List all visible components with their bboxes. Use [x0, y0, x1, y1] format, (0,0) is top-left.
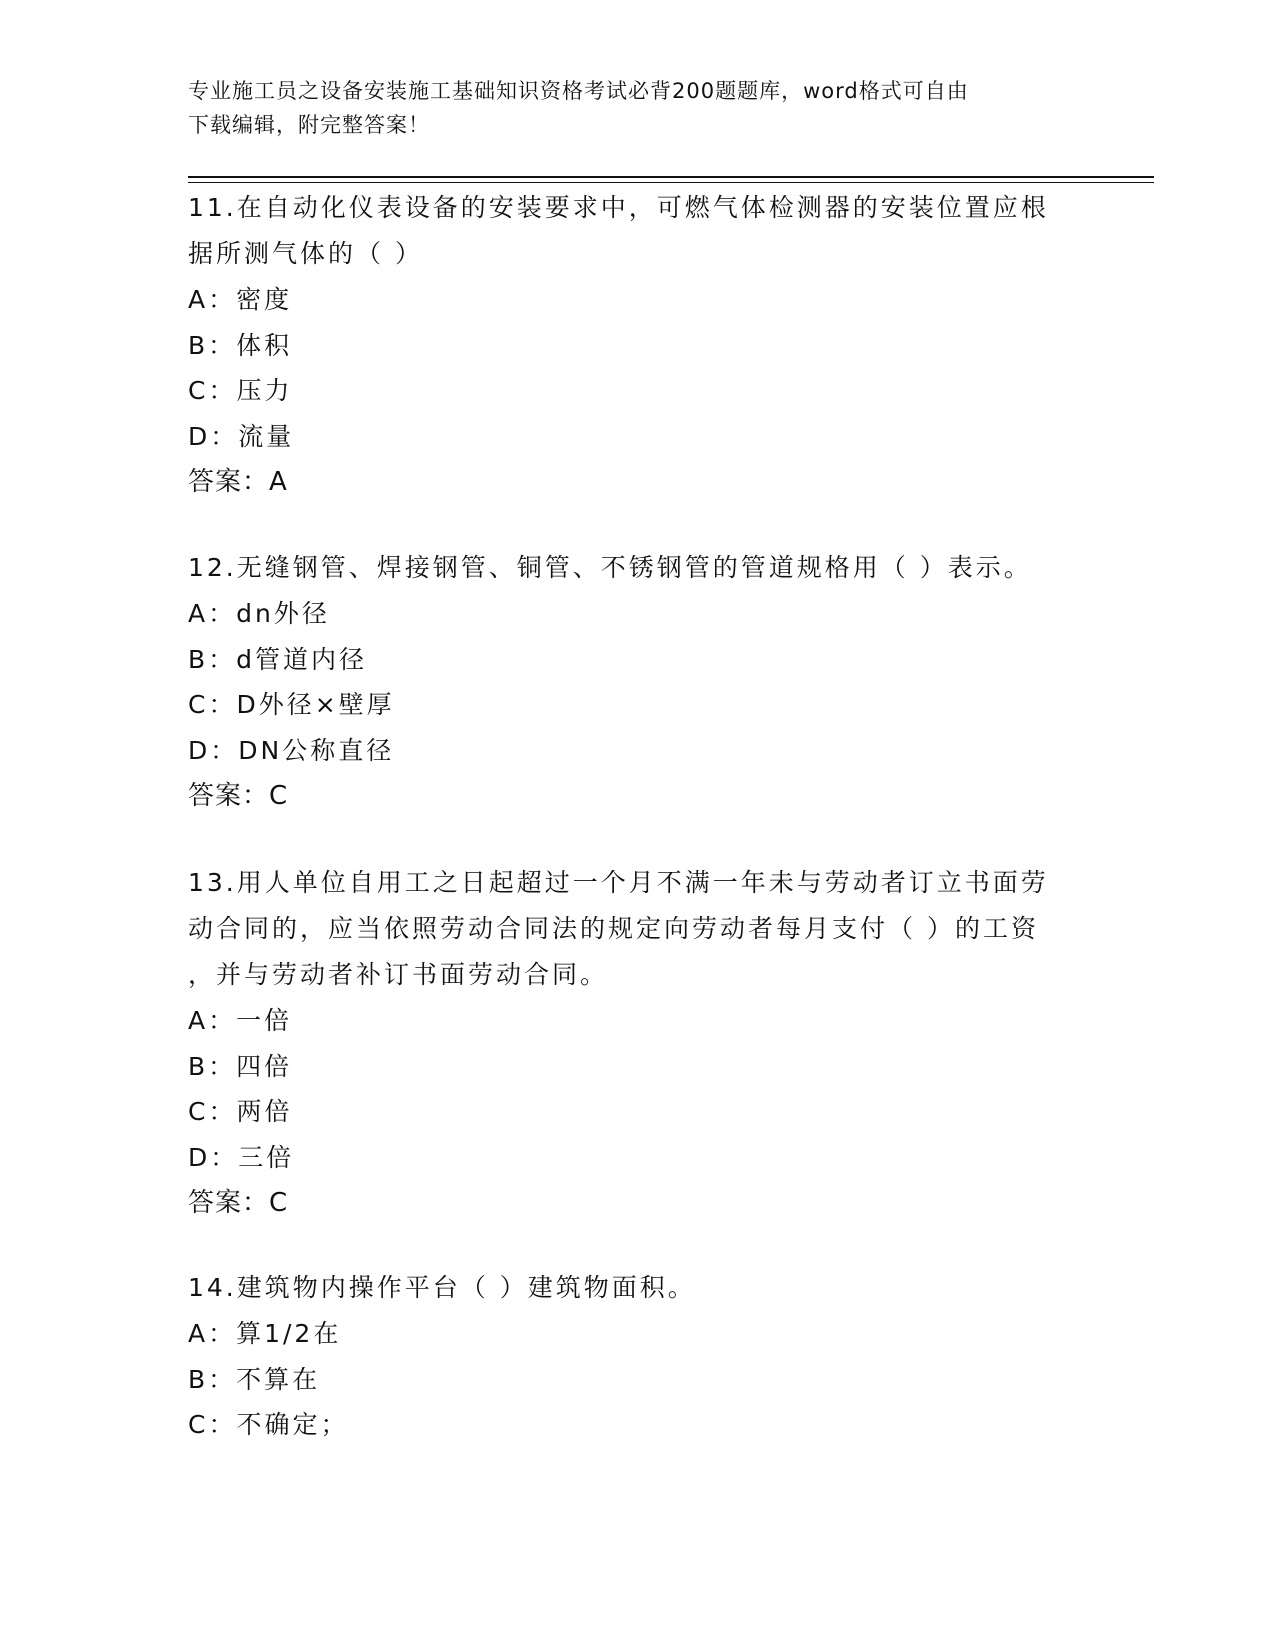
option-c: C：两倍: [188, 1097, 293, 1126]
option-d: D：流量: [188, 421, 295, 451]
question-13: [188, 860, 1078, 1226]
option-d: D：DN公称直径: [188, 735, 395, 765]
question-stem-line: 13.用人单位自用工之日起超过一个月不满一年未与劳动者订立书面劳: [188, 868, 1049, 897]
option-a: A：dn外径: [188, 599, 330, 628]
question-stem-line: ，并与劳动者补订书面劳动合同。: [188, 960, 609, 989]
question-stem-line: 11.在自动化仪表设备的安装要求中，可燃气体检测器的安装位置应根: [188, 193, 1049, 222]
option-a: A：密度: [188, 285, 293, 314]
question-stem-line: 据所测气体的（ ）: [188, 239, 423, 268]
header-divider-thick: [188, 176, 1154, 178]
question-stem-line: 动合同的，应当依照劳动合同法的规定向劳动者每月支付（ ）的工资: [188, 914, 1039, 943]
option-a: A：一倍: [188, 1006, 293, 1035]
option-a: A：算1/2在: [188, 1319, 342, 1348]
answer: 答案：C: [188, 1188, 289, 1218]
question-stem-line: 12.无缝钢管、焊接钢管、铜管、不锈钢管的管道规格用（ ）表示。: [188, 553, 1032, 582]
option-b: B：d管道内径: [188, 644, 368, 674]
question-12: [188, 545, 1078, 819]
question-14: [188, 1265, 1078, 1448]
option-d: D：三倍: [188, 1142, 295, 1172]
question-stem-line: 14.建筑物内操作平台（ ）建筑物面积。: [188, 1273, 696, 1302]
option-b: B：不算在: [188, 1364, 321, 1394]
document-header: [188, 74, 1068, 142]
header-line-1: 专业施工员之设备安装施工基础知识资格考试必背200题题库，word格式可自由: [188, 79, 969, 103]
answer: 答案：C: [188, 781, 289, 811]
answer: 答案：A: [188, 467, 288, 497]
option-c: C：压力: [188, 376, 293, 405]
header-line-2: 下载编辑，附完整答案！: [188, 113, 430, 137]
option-c: C：不确定；: [188, 1410, 349, 1439]
option-c: C：D外径×壁厚: [188, 690, 395, 719]
option-b: B：四倍: [188, 1051, 293, 1081]
question-11: [188, 185, 1078, 505]
option-b: B：体积: [188, 330, 293, 360]
header-divider-thin: [188, 182, 1154, 183]
